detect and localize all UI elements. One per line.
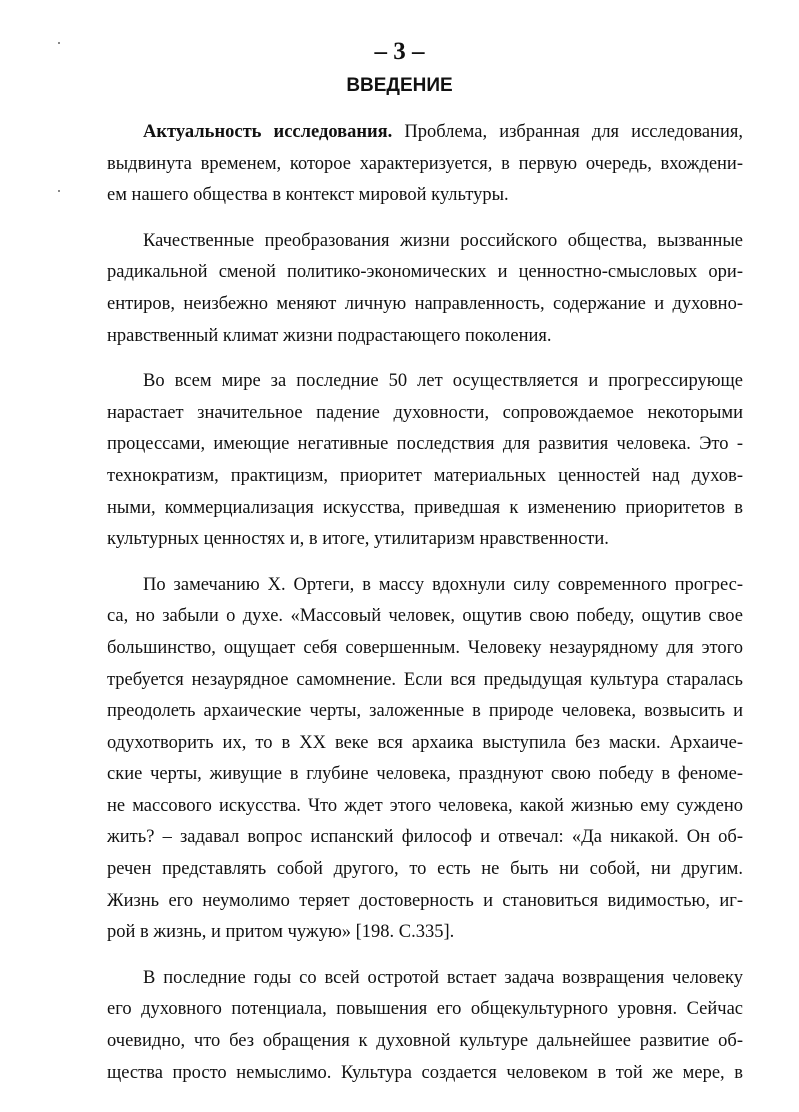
text-line: радикальной сменой политико-экономических и ценностно-смысловых ори- (107, 262, 743, 283)
paragraph (107, 963, 743, 1089)
text-line: очевидно, что без обращения к духовной культуре дальнейшее развитие об- (107, 1031, 743, 1052)
text-line: технократизм, практицизм, приоритет материальных ценностей над духов- (107, 465, 743, 486)
paragraph (107, 226, 743, 352)
text-line: са, но забыли о духе. «Массовый человек, ощутив свою победу, ощутив свое (107, 606, 743, 627)
text-line: нарастает значительное падение духовности, сопровождаемое некоторыми (107, 402, 743, 423)
text-line: нравственный климат жизни подрастающего поколения. (107, 325, 552, 346)
text-line: ем нашего общества в контекст мировой культуры. (107, 185, 509, 206)
document-body (107, 117, 743, 1103)
text-line: По замечанию Х. Ортеги, в массу вдохнули силу современного прогрес- (143, 574, 743, 595)
section-title: ВВЕДЕНИЕ (346, 75, 453, 96)
text-line: жить? – задавал вопрос испанский философ и отвечал: «Да никакой. Он об- (107, 827, 743, 848)
paragraph-lead: Актуальность исследования. (143, 122, 393, 142)
text-line-rest: Проблема, избранная для исследования, (392, 122, 743, 142)
text-line: требуется незаурядное самомнение. Если вся предыдущая культура старалась (107, 669, 743, 690)
text-line: одухотворить их, то в XX веке вся архаика выступила без маски. Архаиче- (107, 732, 743, 753)
scan-mark (58, 42, 60, 44)
text-line: рой в жизнь, и притом чужую» [198. С.335]. (107, 922, 455, 943)
page-number: – 3 – (374, 38, 425, 65)
text-line: не массового искусства. Что ждет этого человека, какой жизнью ему суждено (107, 795, 743, 816)
text-line: культурных ценностях и, в итоге, утилитаризм нравственности. (107, 529, 609, 550)
text-line: Жизнь его неумолимо теряет достоверность и становиться видимостью, иг- (107, 890, 743, 911)
text-line: В последние годы со всей остротой встает задача возвращения человеку (143, 967, 743, 988)
text-line: Качественные преобразования жизни российского общества, вызванные (143, 230, 743, 251)
scan-mark (58, 190, 60, 192)
text-line: Во всем мире за последние 50 лет осуществляется и прогрессирующе (143, 371, 743, 392)
paragraph-relevance (107, 117, 743, 212)
paragraph (107, 366, 743, 556)
text-line: ными, коммерциализация искусства, приведшая к изменению приоритетов в (107, 497, 743, 518)
paragraph-quote (107, 570, 743, 949)
text-line: преодолеть архаические черты, заложенные в природе человека, возвысить и (107, 701, 743, 722)
text-line: ские черты, живущие в глубине человека, празднуют свою победу в феноме- (107, 764, 743, 785)
text-line: ентиров, неизбежно меняют личную направленность, содержание и духовно- (107, 293, 743, 314)
text-line: выдвинута временем, которое характеризуется, в первую очередь, вхождени- (107, 153, 743, 174)
text-line: его духовного потенциала, повышения его общекультурного уровня. Сейчас (107, 999, 743, 1020)
text-line: речен представлять собой другого, то есть не быть ни собой, ни другим. (107, 859, 743, 880)
text-line: щества просто немыслимо. Культура создается человеком в той же мере, в (107, 1062, 743, 1083)
text-line: процессами, имеющие негативные последствия для развития человека. Это - (107, 434, 743, 455)
text-line: большинство, ощущает себя совершенным. Человеку незаурядному для этого (107, 637, 743, 658)
text-line (107, 117, 743, 149)
